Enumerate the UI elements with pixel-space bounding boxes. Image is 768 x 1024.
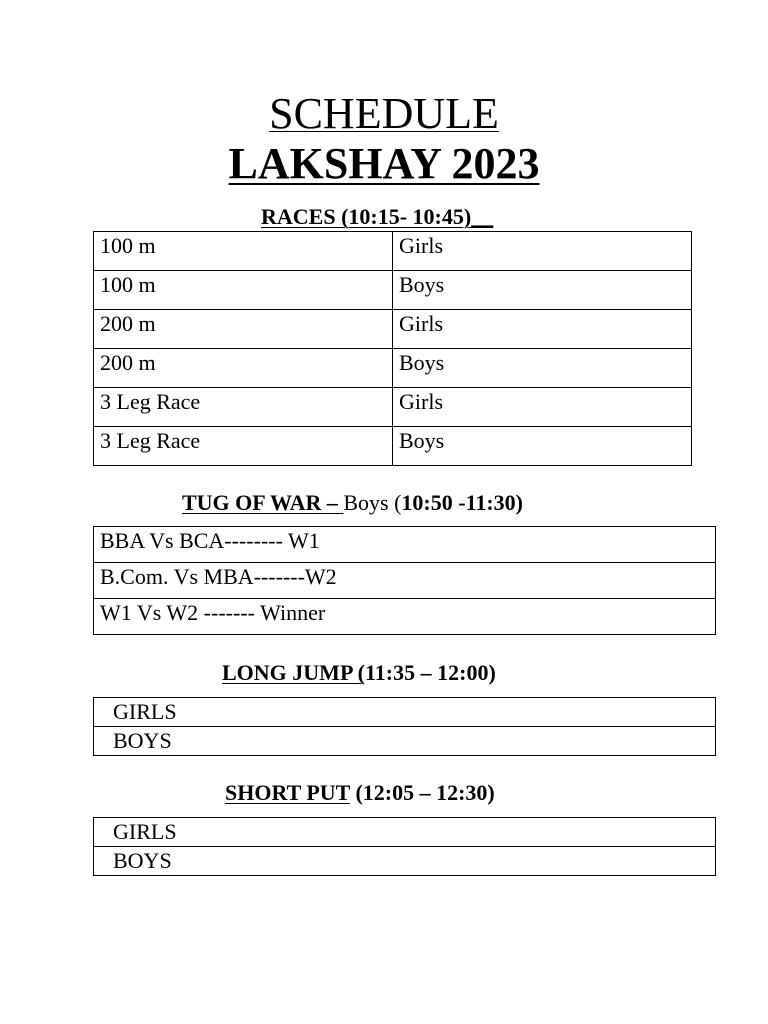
long-jump-category-cell: BOYS	[94, 727, 716, 756]
race-category-cell: Girls	[393, 310, 692, 349]
race-category-cell: Boys	[393, 349, 692, 388]
tug-of-war-heading	[182, 490, 523, 516]
races-row	[94, 232, 692, 271]
race-event-cell: 100 m	[94, 271, 393, 310]
tug-of-war-table	[93, 526, 716, 635]
tug-of-war-match-cell: B.Com. Vs MBA-------W2	[94, 563, 716, 599]
long-jump-heading	[222, 660, 496, 686]
title-text: SCHEDULE	[269, 89, 499, 138]
page-title	[0, 88, 768, 140]
races-row	[94, 310, 692, 349]
races-row	[94, 427, 692, 466]
long-jump-heading-time: 11:35 – 12:00)	[365, 660, 496, 685]
short-put-table	[93, 817, 716, 876]
races-heading-text: RACES (10:15- 10:45)__	[261, 204, 494, 229]
long-jump-table-body	[94, 698, 716, 756]
tug-of-war-row	[94, 563, 716, 599]
tug-of-war-match-cell: BBA Vs BCA-------- W1	[94, 527, 716, 563]
races-row	[94, 271, 692, 310]
short-put-category-cell: GIRLS	[94, 818, 716, 847]
races-heading	[261, 204, 493, 230]
long-jump-row	[94, 698, 716, 727]
race-event-cell: 100 m	[94, 232, 393, 271]
long-jump-row	[94, 727, 716, 756]
race-category-cell: Girls	[393, 388, 692, 427]
race-event-cell: 3 Leg Race	[94, 427, 393, 466]
tug-of-war-heading-time: 10:50 -11:30)	[401, 490, 524, 515]
races-row	[94, 349, 692, 388]
races-table-body	[94, 232, 692, 466]
tug-of-war-heading-label: TUG OF WAR –	[182, 490, 344, 515]
short-put-row	[94, 818, 716, 847]
long-jump-category-cell: GIRLS	[94, 698, 716, 727]
races-table	[93, 231, 692, 466]
race-event-cell: 3 Leg Race	[94, 388, 393, 427]
tug-of-war-table-body	[94, 527, 716, 635]
race-event-cell: 200 m	[94, 349, 393, 388]
short-put-heading	[225, 780, 495, 806]
short-put-row	[94, 847, 716, 876]
short-put-table-body	[94, 818, 716, 876]
race-category-cell: Boys	[393, 271, 692, 310]
race-event-cell: 200 m	[94, 310, 393, 349]
race-category-cell: Girls	[393, 232, 692, 271]
event-title-text: LAKSHAY 2023	[228, 139, 540, 188]
long-jump-heading-label: LONG JUMP (	[222, 660, 365, 685]
tug-of-war-row	[94, 599, 716, 635]
races-row	[94, 388, 692, 427]
event-title	[0, 138, 768, 190]
race-category-cell: Boys	[393, 427, 692, 466]
short-put-heading-time: (12:05 – 12:30)	[349, 780, 495, 805]
long-jump-table	[93, 697, 716, 756]
short-put-heading-label: SHORT PUT	[225, 780, 350, 805]
tug-of-war-match-cell: W1 Vs W2 ------- Winner	[94, 599, 716, 635]
tug-of-war-heading-group: Boys (	[343, 490, 402, 515]
tug-of-war-row	[94, 527, 716, 563]
short-put-category-cell: BOYS	[94, 847, 716, 876]
